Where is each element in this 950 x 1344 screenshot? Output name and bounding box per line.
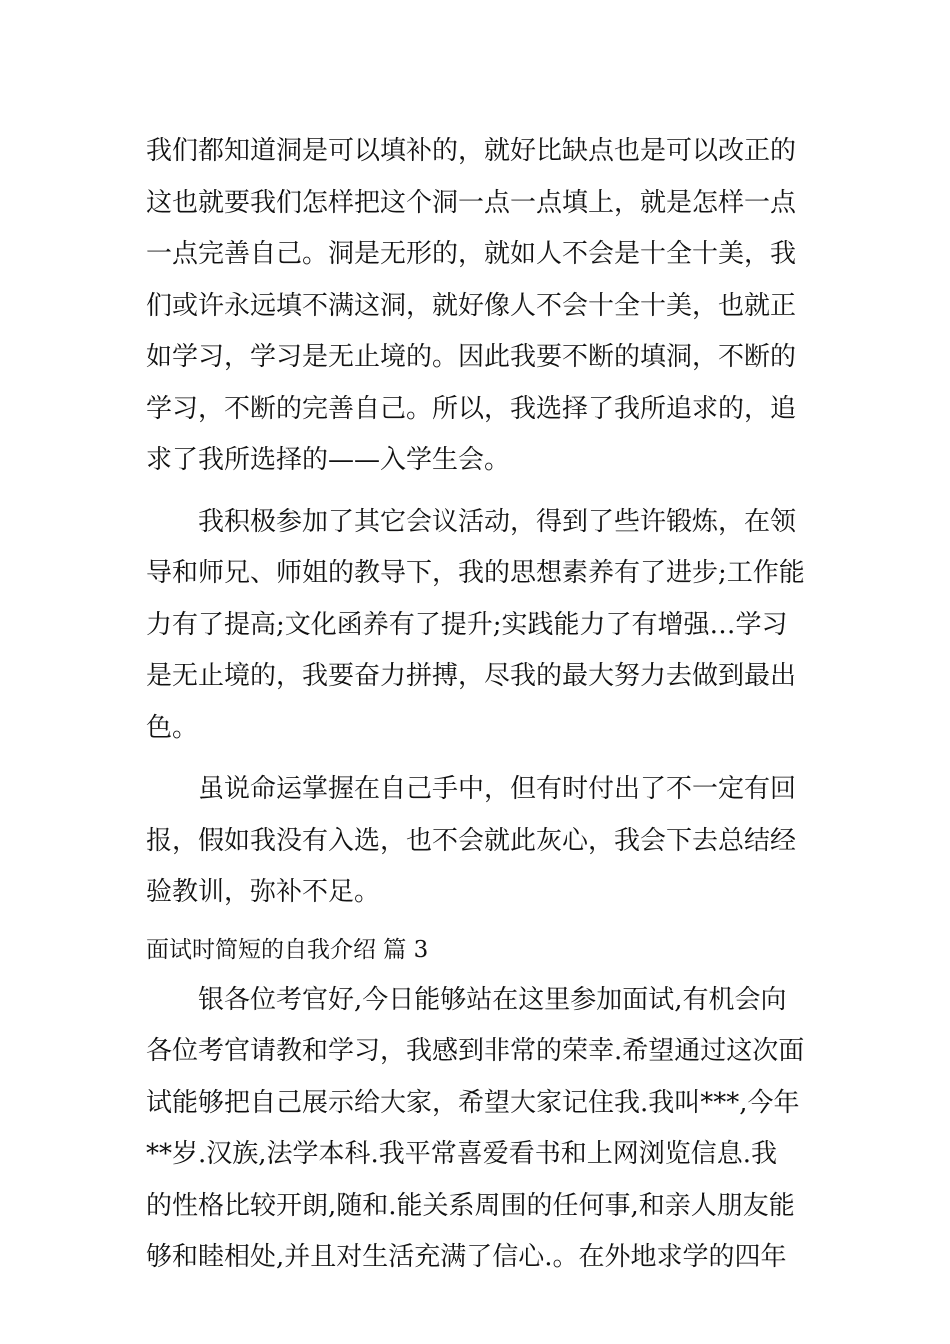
paragraph-line: 的性格比较开朗,随和.能关系周围的任何事,和亲人朋友能 [146, 1190, 795, 1221]
paragraph-spacer [146, 487, 816, 497]
paragraph [146, 975, 816, 1284]
paragraph [146, 126, 816, 487]
document-body [146, 126, 816, 1284]
paragraph-line: 试能够把自己展示给大家，希望大家记住我.我叫***,今年 [146, 1087, 800, 1118]
paragraph-line: 这也就要我们怎样把这个洞一点一点填上，就是怎样一点 [146, 187, 797, 218]
paragraph-line: 银各位考官好,今日能够站在这里参加面试,有机会向 [198, 984, 787, 1015]
paragraph-spacer [146, 754, 816, 764]
paragraph-line: 各位考官请教和学习，我感到非常的荣幸.希望通过这次面 [146, 1036, 805, 1066]
paragraph-line: **岁.汉族,法学本科.我平常喜爱看书和上网浏览信息.我 [146, 1139, 778, 1169]
paragraph-line: 导和师兄、师姐的教导下，我的思想素养有了进步;工作能 [146, 558, 805, 588]
paragraph [146, 764, 816, 919]
paragraph [146, 497, 816, 755]
paragraph-line: 报，假如我没有入选，也不会就此灰心，我会下去总结经 [146, 825, 797, 856]
paragraph-line: 学习，不断的完善自己。所以，我选择了我所追求的，追 [146, 393, 797, 424]
paragraph-line: 我们都知道洞是可以填补的，就好比缺点也是可以改正的 [146, 136, 797, 166]
paragraph-line: 如学习，学习是无止境的。因此我要不断的填洞，不断的 [146, 342, 797, 372]
paragraph-line: 够和睦相处,并且对生活充满了信心.。在外地求学的四年 [146, 1242, 787, 1272]
paragraph-line: 是无止境的，我要奋力拼搏，尽我的最大努力去做到最出 [146, 661, 797, 691]
paragraph-line: 们或许永远填不满这洞，就好像人不会十全十美，也就正 [146, 290, 797, 321]
paragraph-line: 虽说命运掌握在自己手中，但有时付出了不一定有回 [198, 774, 797, 804]
paragraph-line: 求了我所选择的——入学生会。 [146, 445, 511, 475]
paragraph-line: 我积极参加了其它会议活动，得到了些许锻炼，在领 [198, 506, 797, 537]
paragraph-line: 一点完善自己。洞是无形的，就如人不会是十全十美，我 [146, 239, 797, 269]
paragraph-line: 色。 [146, 712, 199, 743]
section-heading: 面试时简短的自我介绍 篇 3 [146, 936, 429, 963]
paragraph-line: 力有了提高;文化函养有了提升;实践能力了有增强…学习 [146, 609, 788, 640]
paragraph-line: 验教训，弥补不足。 [146, 877, 381, 907]
